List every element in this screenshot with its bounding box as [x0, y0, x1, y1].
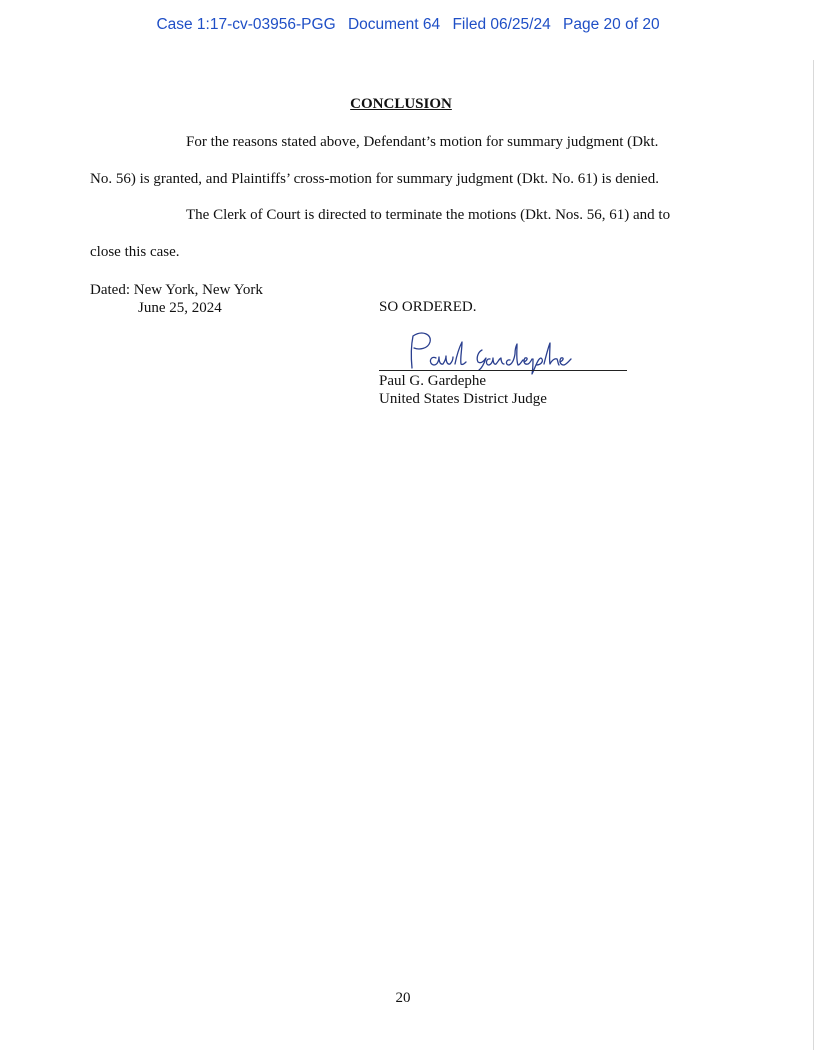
- dated-date: June 25, 2024: [138, 300, 222, 316]
- dated-location: Dated: New York, New York: [90, 282, 263, 298]
- filing-header: [0, 16, 816, 34]
- page-count: Page 20 of 20: [563, 16, 660, 33]
- scan-edge-divider: [813, 60, 814, 1050]
- paragraph-line: close this case.: [90, 244, 180, 260]
- judge-block: [379, 372, 547, 408]
- handwritten-signature: [378, 328, 628, 376]
- paragraph-line: For the reasons stated above, Defendant’s motion for summary judgment (Dkt.: [186, 134, 659, 150]
- section-title: CONCLUSION: [350, 96, 452, 112]
- so-ordered: SO ORDERED.: [379, 299, 477, 315]
- document-number: Document 64: [347, 16, 441, 33]
- filed-date: Filed 06/25/24: [452, 16, 551, 33]
- paragraph-line: The Clerk of Court is directed to terminate the motions (Dkt. Nos. 56, 61) and to: [186, 207, 671, 223]
- dated-block: [90, 281, 263, 317]
- paragraph-line: No. 56) is granted, and Plaintiffs’ cross-motion for summary judgment (Dkt. No. 61) is denied.: [90, 171, 659, 187]
- signature-line: [379, 370, 627, 371]
- judge-title: United States District Judge: [379, 391, 547, 407]
- signature-drawing: [378, 328, 628, 376]
- case-number: Case 1:17-cv-03956-PGG: [156, 16, 336, 33]
- judge-name: Paul G. Gardephe: [379, 373, 487, 389]
- page-number: 20: [395, 990, 411, 1006]
